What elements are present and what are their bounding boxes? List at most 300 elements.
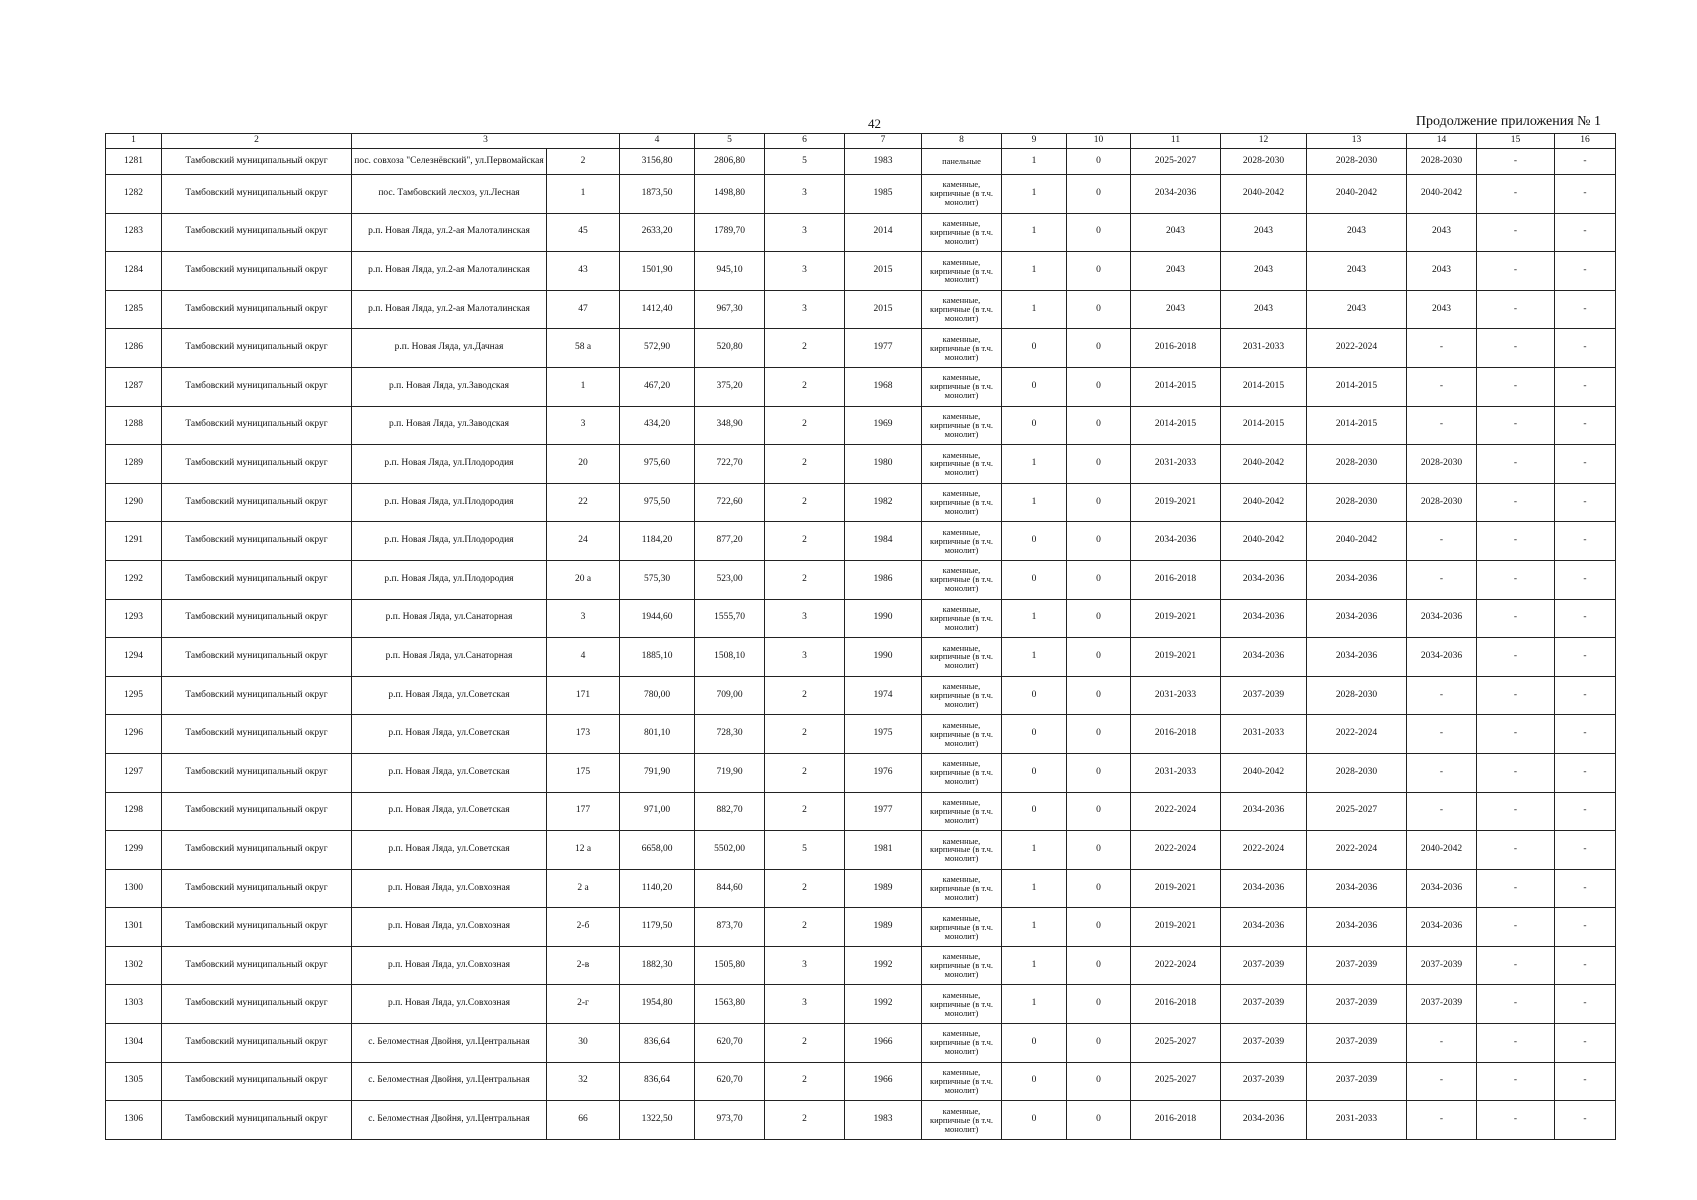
table-cell: - [1555,149,1616,175]
column-header: 10 [1067,134,1131,149]
table-cell: - [1555,869,1616,908]
table-cell: 0 [1067,406,1131,445]
table-cell: 12 а [547,831,620,870]
table-cell: каменные, кирпичные (в т.ч. монолит) [922,522,1002,561]
table-cell: 2034-2036 [1307,599,1407,638]
table-cell: Тамбовский муниципальный округ [162,599,352,638]
table-cell: 2 [765,869,845,908]
table-cell: р.п. Новая Ляда, ул.Совхозная [352,908,547,947]
table-cell: 3 [765,638,845,677]
table-cell: 3 [765,213,845,252]
table-cell: Тамбовский муниципальный округ [162,213,352,252]
table-cell: - [1477,599,1555,638]
table-cell: р.п. Новая Ляда, ул.Совхозная [352,946,547,985]
table-cell: 2040-2042 [1307,522,1407,561]
table-cell: 1968 [845,367,922,406]
table-cell: 0 [1067,213,1131,252]
table-row [106,908,1616,947]
table-cell: 1291 [106,522,162,561]
table-cell: 2043 [1407,290,1477,329]
table-cell: 2043 [1131,290,1221,329]
table-cell: каменные, кирпичные (в т.ч. монолит) [922,599,1002,638]
table-cell: 0 [1067,483,1131,522]
table-cell: - [1477,676,1555,715]
table-cell: - [1555,599,1616,638]
table-cell: 2037-2039 [1221,946,1307,985]
table-cell: 2806,80 [695,149,765,175]
table-cell: 3 [765,175,845,214]
table-cell: 1 [1002,638,1067,677]
table-cell: 2-г [547,985,620,1024]
table-cell: 1284 [106,252,162,291]
table-cell: 2016-2018 [1131,985,1221,1024]
table-cell: каменные, кирпичные (в т.ч. монолит) [922,676,1002,715]
table-cell: 0 [1067,367,1131,406]
table-cell: 1412,40 [620,290,695,329]
table-cell: 0 [1002,367,1067,406]
table-cell: - [1555,831,1616,870]
column-header: 1 [106,134,162,149]
table-row [106,946,1616,985]
table-cell: 1 [1002,599,1067,638]
table-cell: 1285 [106,290,162,329]
table-cell: 2043 [1221,213,1307,252]
table-cell: 2028-2030 [1407,445,1477,484]
table-cell: 5502,00 [695,831,765,870]
table-cell: 1 [1002,483,1067,522]
table-cell: - [1555,560,1616,599]
table-cell: 2034-2036 [1221,869,1307,908]
table-cell: 1288 [106,406,162,445]
table-cell: - [1555,445,1616,484]
table-cell: 2043 [1307,252,1407,291]
table-cell: 1977 [845,792,922,831]
table-cell: 0 [1002,406,1067,445]
table-cell: 2016-2018 [1131,329,1221,368]
table-cell: 2034-2036 [1407,869,1477,908]
table-cell: р.п. Новая Ляда, ул.Санаторная [352,638,547,677]
table-cell: 6658,00 [620,831,695,870]
table-cell: - [1407,1024,1477,1063]
table-row [106,1101,1616,1140]
table-cell: 1282 [106,175,162,214]
table-cell: 0 [1067,445,1131,484]
table-cell: 0 [1067,560,1131,599]
table-cell: 975,50 [620,483,695,522]
table-cell: р.п. Новая Ляда, ул.Заводская [352,367,547,406]
table-cell: 0 [1002,676,1067,715]
table-cell: каменные, кирпичные (в т.ч. монолит) [922,1024,1002,1063]
table-cell: 30 [547,1024,620,1063]
table-cell: 975,60 [620,445,695,484]
table-cell: - [1555,792,1616,831]
table-cell: 2037-2039 [1307,1062,1407,1101]
table-cell: - [1477,792,1555,831]
table-cell: 1293 [106,599,162,638]
column-header: 11 [1131,134,1221,149]
table-cell: р.п. Новая Ляда, ул.Плодородия [352,522,547,561]
table-cell: - [1477,831,1555,870]
table-cell: 791,90 [620,753,695,792]
table-cell: 1303 [106,985,162,1024]
table-cell: - [1477,560,1555,599]
table-cell: 1498,80 [695,175,765,214]
table-cell: 1982 [845,483,922,522]
table-cell: 1 [1002,869,1067,908]
table-cell: 2-б [547,908,620,947]
table-cell: 2034-2036 [1221,792,1307,831]
table-cell: 0 [1067,869,1131,908]
table-cell: 2015 [845,252,922,291]
table-cell: 4 [547,638,620,677]
table-cell: 2 а [547,869,620,908]
column-header: 13 [1307,134,1407,149]
column-header: 2 [162,134,352,149]
table-cell: 0 [1067,329,1131,368]
table-cell: 45 [547,213,620,252]
table-cell: 2037-2039 [1221,676,1307,715]
table-cell: 1300 [106,869,162,908]
table-cell: 2022-2024 [1221,831,1307,870]
table-row [106,1062,1616,1101]
table-cell: 2016-2018 [1131,715,1221,754]
table-row [106,175,1616,214]
table-cell: 1302 [106,946,162,985]
table-cell: 836,64 [620,1062,695,1101]
table-cell: 2022-2024 [1307,329,1407,368]
table-cell: Тамбовский муниципальный округ [162,445,352,484]
table-cell: 0 [1002,1062,1067,1101]
table-cell: 2028-2030 [1407,483,1477,522]
table-cell: каменные, кирпичные (в т.ч. монолит) [922,792,1002,831]
table-cell: 1983 [845,149,922,175]
table-cell: 1281 [106,149,162,175]
table-cell: - [1407,715,1477,754]
table-cell: 2 [765,329,845,368]
table-cell: р.п. Новая Ляда, ул.Санаторная [352,599,547,638]
table-cell: 1296 [106,715,162,754]
table-cell: Тамбовский муниципальный округ [162,367,352,406]
table-cell: 1977 [845,329,922,368]
table-cell: 2034-2036 [1307,638,1407,677]
table-cell: 1992 [845,985,922,1024]
table-cell: 620,70 [695,1024,765,1063]
table-row [106,367,1616,406]
table-cell: 2 [765,676,845,715]
table-cell: - [1555,175,1616,214]
table-cell: 0 [1067,715,1131,754]
table-row [106,560,1616,599]
table-cell: 3 [765,252,845,291]
column-header: 14 [1407,134,1477,149]
table-cell: 1990 [845,638,922,677]
table-cell: 1985 [845,175,922,214]
table-cell: - [1407,406,1477,445]
table-cell: 1287 [106,367,162,406]
table-cell: 1299 [106,831,162,870]
table-cell: 2022-2024 [1131,946,1221,985]
table-cell: 58 а [547,329,620,368]
table-cell: 1885,10 [620,638,695,677]
table-cell: - [1407,1101,1477,1140]
table-cell: 1322,50 [620,1101,695,1140]
table-cell: - [1477,175,1555,214]
table-cell: 1306 [106,1101,162,1140]
table-cell: 2016-2018 [1131,560,1221,599]
table-cell: 2015 [845,290,922,329]
table-cell: 1990 [845,599,922,638]
table-cell: 1789,70 [695,213,765,252]
table-row [106,522,1616,561]
table-cell: каменные, кирпичные (в т.ч. монолит) [922,329,1002,368]
table-cell: 0 [1067,676,1131,715]
table-cell: - [1477,213,1555,252]
table-cell: каменные, кирпичные (в т.ч. монолит) [922,367,1002,406]
table-cell: Тамбовский муниципальный округ [162,1024,352,1063]
table-cell: 0 [1002,792,1067,831]
table-cell: 3156,80 [620,149,695,175]
table-cell: р.п. Новая Ляда, ул.Заводская [352,406,547,445]
table-cell: 2043 [1307,290,1407,329]
table-cell: 2031-2033 [1221,715,1307,754]
table-cell: 3 [765,599,845,638]
table-cell: 1882,30 [620,946,695,985]
table-cell: 434,20 [620,406,695,445]
table-cell: Тамбовский муниципальный округ [162,406,352,445]
table-cell: 1289 [106,445,162,484]
table-cell: Тамбовский муниципальный округ [162,1101,352,1140]
table-cell: 1975 [845,715,922,754]
table-row [106,831,1616,870]
table-cell: Тамбовский муниципальный округ [162,638,352,677]
table-cell: каменные, кирпичные (в т.ч. монолит) [922,483,1002,522]
table-cell: 801,10 [620,715,695,754]
table-cell: 2034-2036 [1221,1101,1307,1140]
table-cell: 0 [1002,1101,1067,1140]
table-row [106,1024,1616,1063]
table-cell: 2019-2021 [1131,908,1221,947]
table-row [106,252,1616,291]
table-cell: - [1407,367,1477,406]
table-cell: 836,64 [620,1024,695,1063]
table-row [106,406,1616,445]
table-cell: - [1407,560,1477,599]
table-cell: 2025-2027 [1131,149,1221,175]
table-row [106,985,1616,1024]
table-cell: каменные, кирпичные (в т.ч. монолит) [922,753,1002,792]
table-cell: 0 [1067,1062,1131,1101]
table-cell: 2016-2018 [1131,1101,1221,1140]
table-cell: 2034-2036 [1221,638,1307,677]
table-cell: 0 [1067,252,1131,291]
table-cell: 467,20 [620,367,695,406]
table-cell: 1 [547,367,620,406]
table-cell: каменные, кирпичные (в т.ч. монолит) [922,638,1002,677]
table-row [106,483,1616,522]
table-cell: - [1477,908,1555,947]
table-cell: каменные, кирпичные (в т.ч. монолит) [922,908,1002,947]
table-cell: 2 [765,445,845,484]
table-cell: 0 [1067,599,1131,638]
table-cell: 2019-2021 [1131,483,1221,522]
table-cell: 0 [1067,175,1131,214]
table-cell: 2025-2027 [1307,792,1407,831]
table-cell: 2034-2036 [1221,908,1307,947]
table-cell: 171 [547,676,620,715]
table-cell: 1873,50 [620,175,695,214]
column-number-row [106,134,1616,149]
table-cell: 1298 [106,792,162,831]
table-cell: 2037-2039 [1307,985,1407,1024]
table-cell: 2034-2036 [1221,599,1307,638]
table-cell: 2 [765,406,845,445]
table-cell: 2014-2015 [1221,406,1307,445]
table-cell: - [1407,522,1477,561]
table-cell: р.п. Новая Ляда, ул.2-ая Малоталинская [352,290,547,329]
table-cell: 2040-2042 [1221,522,1307,561]
column-header: 5 [695,134,765,149]
table-cell: 1954,80 [620,985,695,1024]
table-cell: 0 [1067,1101,1131,1140]
table-cell: 2028-2030 [1307,676,1407,715]
table-cell: 0 [1002,715,1067,754]
table-cell: 520,80 [695,329,765,368]
table-cell: 20 а [547,560,620,599]
table-cell: - [1555,676,1616,715]
table-cell: каменные, кирпичные (в т.ч. монолит) [922,831,1002,870]
table-cell: - [1407,753,1477,792]
table-cell: 2 [765,908,845,947]
table-cell: 2 [765,522,845,561]
table-cell: 722,60 [695,483,765,522]
table-cell: - [1477,946,1555,985]
table-cell: с. Беломестная Двойня, ул.Центральная [352,1024,547,1063]
table-cell: 2031-2033 [1307,1101,1407,1140]
table-row [106,715,1616,754]
table-cell: 1286 [106,329,162,368]
table-cell: 882,70 [695,792,765,831]
table-cell: 5 [765,149,845,175]
table-cell: 3 [547,406,620,445]
table-cell: 2022-2024 [1131,792,1221,831]
table-cell: р.п. Новая Ляда, ул.2-ая Малоталинская [352,252,547,291]
table-cell: - [1477,149,1555,175]
table-cell: Тамбовский муниципальный округ [162,946,352,985]
table-cell: - [1555,715,1616,754]
table-cell: каменные, кирпичные (в т.ч. монолит) [922,290,1002,329]
table-cell: 1 [1002,149,1067,175]
table-cell: 2037-2039 [1307,946,1407,985]
table-cell: 3 [765,946,845,985]
table-cell: 2019-2021 [1131,599,1221,638]
table-cell: - [1555,908,1616,947]
table-cell: - [1555,985,1616,1024]
table-cell: - [1555,638,1616,677]
table-cell: 2040-2042 [1407,175,1477,214]
table-cell: 0 [1067,1024,1131,1063]
table-cell: 0 [1002,329,1067,368]
table-cell: 177 [547,792,620,831]
table-row [106,638,1616,677]
table-cell: 2040-2042 [1307,175,1407,214]
table-cell: Тамбовский муниципальный округ [162,792,352,831]
table-cell: 2 [547,149,620,175]
table-cell: 2028-2030 [1221,149,1307,175]
table-cell: - [1407,1062,1477,1101]
column-header: 4 [620,134,695,149]
table-body [106,149,1616,1140]
table-cell: 1992 [845,946,922,985]
table-cell: 2022-2024 [1307,715,1407,754]
table-cell: 0 [1067,792,1131,831]
table-cell: р.п. Новая Ляда, ул.Совхозная [352,985,547,1024]
table-cell: 1508,10 [695,638,765,677]
table-cell: 2 [765,1062,845,1101]
table-cell: - [1555,290,1616,329]
table-cell: Тамбовский муниципальный округ [162,329,352,368]
table-cell: 2 [765,483,845,522]
table-cell: 1 [1002,175,1067,214]
table-cell: 2040-2042 [1221,753,1307,792]
table-cell: 2028-2030 [1307,149,1407,175]
table-cell: 2014-2015 [1307,367,1407,406]
table-cell: - [1477,985,1555,1024]
table-cell: 66 [547,1101,620,1140]
table-cell: 2031-2033 [1131,445,1221,484]
table-cell: 2014 [845,213,922,252]
table-cell: 1989 [845,869,922,908]
table-cell: 1555,70 [695,599,765,638]
table-cell: пос. Тамбовский лесхоз, ул.Лесная [352,175,547,214]
table-cell: 2028-2030 [1307,753,1407,792]
table-cell: 2022-2024 [1131,831,1221,870]
table-cell: 1981 [845,831,922,870]
table-cell: 1974 [845,676,922,715]
table-cell: каменные, кирпичные (в т.ч. монолит) [922,715,1002,754]
table-cell: 1290 [106,483,162,522]
table-cell: 1 [1002,946,1067,985]
table-cell: 0 [1067,753,1131,792]
table-cell: - [1407,329,1477,368]
table-cell: каменные, кирпичные (в т.ч. монолит) [922,560,1002,599]
table-cell: каменные, кирпичные (в т.ч. монолит) [922,445,1002,484]
table-cell: р.п. Новая Ляда, ул.Плодородия [352,445,547,484]
table-cell: 0 [1067,290,1131,329]
table-cell: 1297 [106,753,162,792]
table-cell: - [1477,406,1555,445]
table-cell: 709,00 [695,676,765,715]
table-cell: 2 [765,1024,845,1063]
table-cell: 1140,20 [620,869,695,908]
table-cell: с. Беломестная Двойня, ул.Центральная [352,1101,547,1140]
table-cell: 1986 [845,560,922,599]
table-cell: - [1407,792,1477,831]
table-cell: 2034-2036 [1221,560,1307,599]
table-cell: Тамбовский муниципальный округ [162,908,352,947]
table-cell: 1966 [845,1062,922,1101]
table-cell: 0 [1067,522,1131,561]
table-cell: 2-в [547,946,620,985]
table-cell: 0 [1002,1024,1067,1063]
table-cell: - [1555,1024,1616,1063]
table-cell: 2037-2039 [1307,1024,1407,1063]
table-cell: Тамбовский муниципальный округ [162,753,352,792]
table-cell: 2 [765,560,845,599]
table-cell: 0 [1067,946,1131,985]
column-header: 8 [922,134,1002,149]
table-cell: 2034-2036 [1307,869,1407,908]
housing-register-table [105,133,1616,1140]
